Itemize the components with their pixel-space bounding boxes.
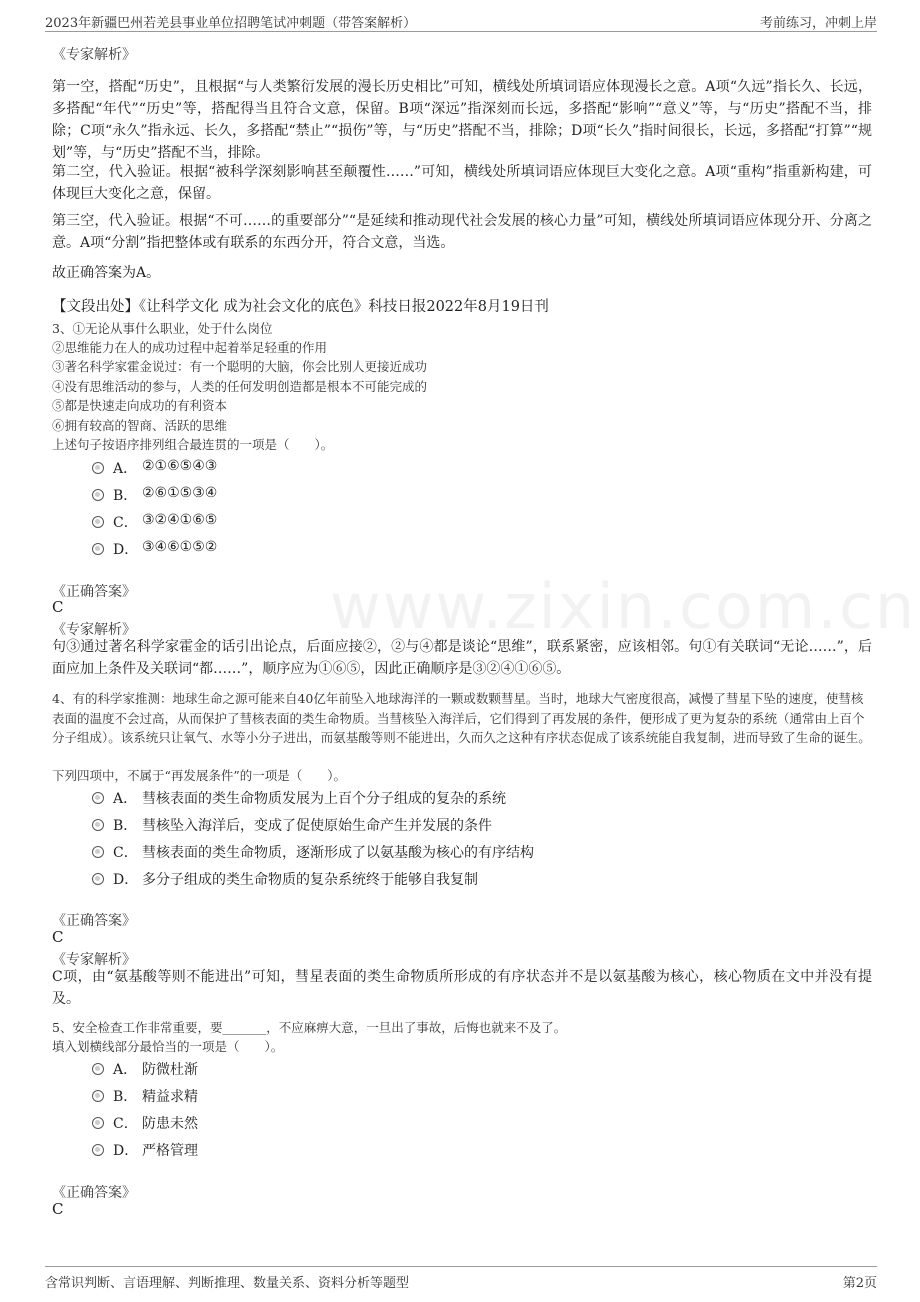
radio-icon[interactable] (92, 792, 104, 804)
radio-icon[interactable] (92, 1144, 104, 1156)
option-text: ③②④①⑥⑤ (142, 512, 218, 528)
q5-option-c[interactable] (92, 1112, 792, 1134)
q3-option-d[interactable] (92, 538, 792, 560)
q4-option-c[interactable] (92, 841, 792, 863)
q3-analysis-label: 《专家解析》 (52, 622, 136, 638)
option-letter: D． (113, 542, 139, 558)
option-letter: A． (113, 461, 138, 477)
option-letter: D． (113, 872, 139, 888)
option-text: ②①⑥⑤④③ (142, 458, 218, 474)
option-letter: A． (113, 1062, 138, 1078)
option-text: ②⑥①⑤③④ (142, 485, 218, 501)
radio-icon[interactable] (92, 489, 104, 501)
option-text: 防微杜渐 (142, 1062, 198, 1078)
watermark: www.zixin.com.cn (330, 570, 917, 643)
question-3-prompt: 上述句子按语序排列组合最连贯的一项是（ ）。 (52, 437, 334, 452)
q4-option-a[interactable] (92, 787, 792, 809)
q5-option-b[interactable] (92, 1085, 792, 1107)
q2-analysis-label: 《专家解析》 (52, 47, 136, 63)
page-header (45, 10, 877, 32)
question-5-prompt: 填入划横线部分最恰当的一项是（ ）。 (52, 1039, 284, 1054)
option-letter: C． (113, 1116, 138, 1132)
question-3-line: ⑥拥有较高的智商、活跃的思维 (52, 418, 228, 433)
q4-correct-answer: C (52, 928, 64, 946)
option-text: 彗核表面的类生命物质发展为上百个分子组成的复杂的系统 (142, 791, 506, 807)
q3-correct-answer-label: 《正确答案》 (52, 584, 136, 600)
question-5-line: 5、安全检查工作非常重要，要_______，不应麻痹大意，一旦出了事故，后悔也就来不及了。 (52, 1020, 567, 1035)
q2-analysis-paragraph: 第三空，代入验证。根据“不可……的重要部分”“是延续和推动现代社会发展的核心力量”可知，横线处所填词语应体现分开、分离之意。A项“分割”指把整体或有联系的东西分开，符合文意，当选。 (52, 213, 872, 251)
q5-correct-answer: C (52, 1200, 64, 1218)
question-4-passage: 4、有的科学家推测：地球生命之源可能来自40亿年前坠入地球海洋的一颗或数颗彗星。当时，地球大气密度很高，减慢了彗星下坠的速度，使彗核表面的温度不会过高，从而保护了彗核表面的类生命物质。当彗核坠入海洋后，它们得到了再发展的条件，便形成了更为复杂的系统（通常由上百个分子组成）。该系统只让氧气、水等小分子进出，而氨基酸等则不能进出，久而久之这种有序状态促成了该系统能自我复制，进而导致了生命的诞生。 (52, 691, 871, 745)
q2-source: 【文段出处】《让科学文化 成为社会文化的底色》科技日报2022年8月19日刊 (52, 299, 549, 315)
q5-correct-answer-label: 《正确答案》 (52, 1185, 136, 1201)
radio-icon[interactable] (92, 462, 104, 474)
page-footer (45, 1266, 877, 1290)
radio-icon[interactable] (92, 516, 104, 528)
radio-icon[interactable] (92, 819, 104, 831)
q3-option-a[interactable] (92, 457, 792, 479)
option-letter: D． (113, 1143, 139, 1159)
q2-analysis-paragraph: 第二空，代入验证。根据“被科学深刻影响甚至颠覆性……”可知，横线处所填词语应体现巨大变化之意。A项“重构”指重新构建，可体现巨大变化之意，保留。 (52, 164, 872, 202)
q2-answer-statement: 故正确答案为A。 (52, 265, 161, 281)
radio-icon[interactable] (92, 1117, 104, 1129)
question-4-prompt: 下列四项中，不属于“再发展条件”的一项是（ ）。 (52, 768, 347, 783)
document-title: 2023年新疆巴州若羌县事业单位招聘笔试冲刺题（带答案解析） (45, 16, 417, 31)
radio-icon[interactable] (92, 543, 104, 555)
q3-correct-answer: C (52, 598, 64, 616)
option-letter: B． (113, 488, 138, 504)
option-text: 彗核表面的类生命物质，逐渐形成了以氨基酸为核心的有序结构 (142, 845, 534, 861)
radio-icon[interactable] (92, 846, 104, 858)
radio-icon[interactable] (92, 1090, 104, 1102)
option-letter: C． (113, 515, 138, 531)
q5-option-a[interactable] (92, 1058, 792, 1080)
option-letter: B． (113, 818, 138, 834)
option-text: 严格管理 (142, 1143, 198, 1159)
option-text: 防患未然 (142, 1116, 198, 1132)
option-text: 彗核坠入海洋后，变成了促使原始生命产生并发展的条件 (142, 818, 492, 834)
question-3-line: ③著名科学家霍金说过：有一个聪明的大脑，你会比别人更接近成功 (52, 359, 428, 374)
question-3-line: ⑤都是快速走向成功的有利资本 (52, 398, 228, 413)
q2-analysis-paragraph: 第一空，搭配“历史”，且根据“与人类繁衍发展的漫长历史相比”可知，横线处所填词语应体现漫长之意。A项“久远”指长久、长远，多搭配“年代”“历史”等，搭配得当且符合文意，保留。B项“深远”指深刻而长远，多搭配“影响”“意义”等，与“历史”搭配不当，排除；C项“永久”指永远、长久，多搭配“禁止”“损伤”等，与“历史”搭配不当，排除；D项“长久”指时间很长，长远，多搭配“打算”“规划”等，与“历史”搭配不当，排除。 (52, 79, 872, 161)
q4-analysis-label: 《专家解析》 (52, 952, 136, 968)
q5-option-d[interactable] (92, 1139, 792, 1161)
radio-icon[interactable] (92, 873, 104, 885)
q4-option-d[interactable] (92, 868, 792, 890)
question-3-line: 3、①无论从事什么职业，处于什么岗位 (52, 321, 273, 336)
q3-analysis: 句③通过著名科学家霍金的话引出论点，后面应接②，②与④都是谈论“思维”，联系紧密，应该相邻。句①有关联词“无论……”，后面应加上条件及关联词“都……”，顺序应为①⑥⑤，因此正确顺序是③②④①⑥⑤。 (52, 639, 872, 677)
option-letter: A． (113, 791, 138, 807)
option-text: 多分子组成的类生命物质的复杂系统终于能够自我复制 (142, 872, 478, 888)
option-letter: C． (113, 845, 138, 861)
header-slogan: 考前练习，冲刺上岸 (759, 16, 877, 31)
page-number: 第2页 (842, 1276, 877, 1291)
option-text: ③④⑥①⑤② (142, 539, 218, 555)
question-3-line: ④没有思维活动的参与，人类的任何发明创造都是根本不可能完成的 (52, 379, 428, 394)
footer-topics: 含常识判断、言语理解、判断推理、数量关系、资料分析等题型 (45, 1276, 410, 1291)
option-text: 精益求精 (142, 1089, 198, 1105)
q4-correct-answer-label: 《正确答案》 (52, 913, 136, 929)
q4-option-b[interactable] (92, 814, 792, 836)
q4-analysis: C项，由“氨基酸等则不能进出”可知，彗星表面的类生命物质所形成的有序状态并不是以氨基酸为核心，核心物质在文中并没有提及。 (52, 969, 872, 1007)
q3-option-b[interactable] (92, 484, 792, 506)
option-letter: B． (113, 1089, 138, 1105)
q3-option-c[interactable] (92, 511, 792, 533)
question-3-line: ②思维能力在人的成功过程中起着举足轻重的作用 (52, 340, 328, 355)
radio-icon[interactable] (92, 1063, 104, 1075)
